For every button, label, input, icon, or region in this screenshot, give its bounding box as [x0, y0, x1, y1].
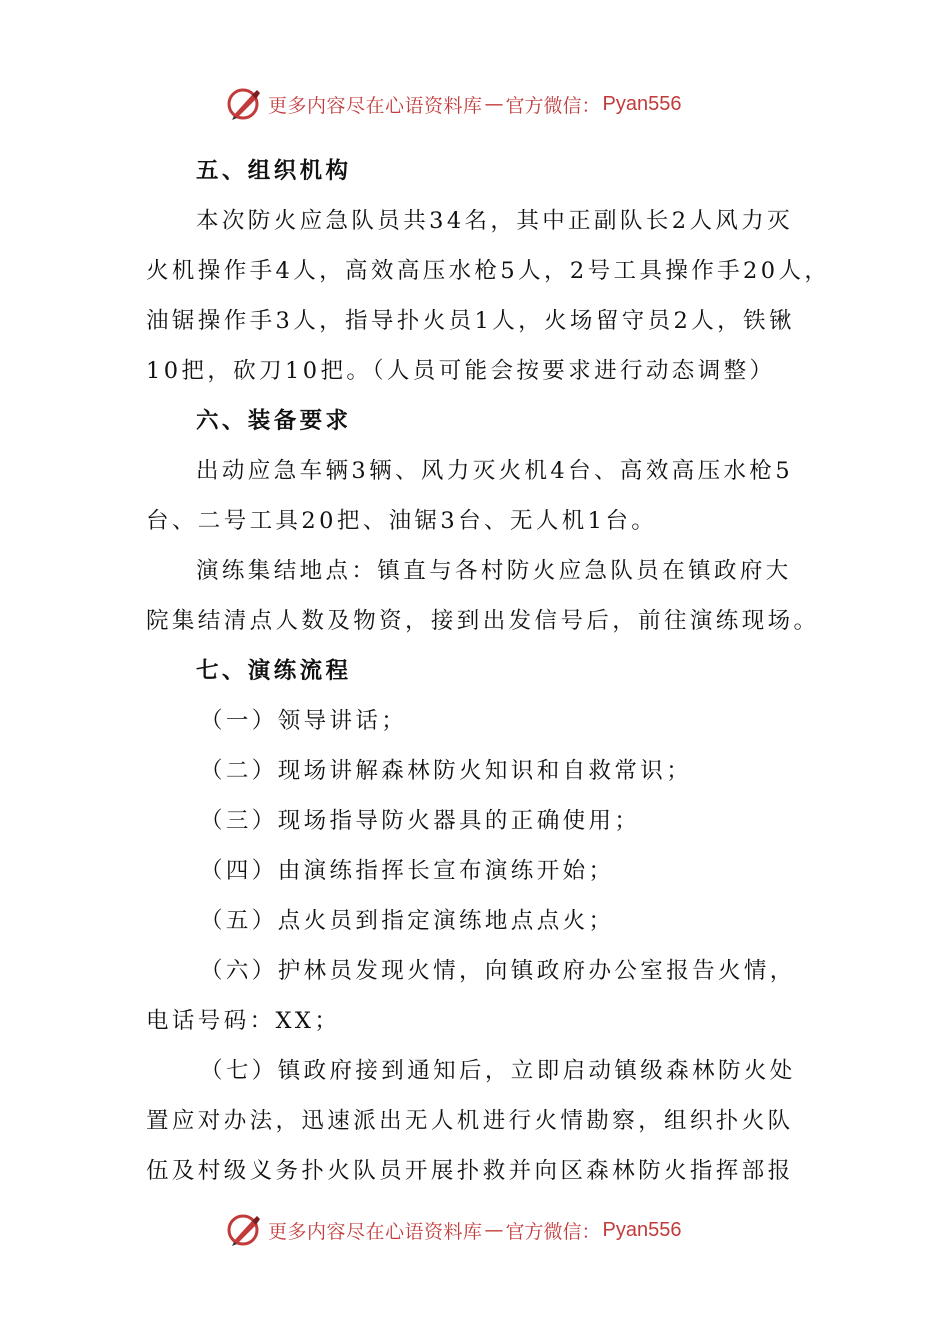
- paragraph-line: 置应对办法，迅速派出无人机进行火情勘察，组织扑火队: [146, 1108, 794, 1134]
- watermark-brand-text: 更多内容尽在心语资料库: [268, 94, 483, 117]
- watermark-separator: —: [484, 1219, 504, 1241]
- list-item: （五）点火员到指定演练地点点火；: [200, 908, 615, 934]
- section-heading-procedure: 七、演练流程: [196, 658, 352, 684]
- watermark-separator: —: [484, 93, 504, 115]
- watermark-label: 官方微信：: [505, 94, 601, 117]
- paragraph-line: 电话号码：XX；: [146, 1008, 341, 1034]
- paragraph-line: 本次防火应急队员共34名，其中正副队长2人风力灭: [196, 208, 794, 234]
- paragraph-line: 油锯操作手3人，指导扑火员1人，火场留守员2人，铁锹: [146, 308, 795, 334]
- list-item: （六）护林员发现火情，向镇政府办公室报告火情，: [200, 958, 796, 984]
- watermark-footer: [226, 1210, 682, 1250]
- list-item: （四）由演练指挥长宣布演练开始；: [200, 858, 615, 884]
- list-item: （二）现场讲解森林防火知识和自救常识；: [200, 758, 693, 784]
- list-item: （一）领导讲话；: [200, 708, 408, 734]
- paragraph-line: 院集结清点人数及物资，接到出发信号后，前往演练现场。: [146, 608, 820, 634]
- section-heading-equipment: 六、装备要求: [196, 408, 352, 434]
- pen-logo-icon: [226, 86, 262, 122]
- document-body: [146, 146, 831, 1196]
- list-item: （三）现场指导防火器具的正确使用；: [200, 808, 641, 834]
- paragraph-line: 10把，砍刀10把。（人员可能会按要求进行动态调整）: [146, 358, 776, 384]
- watermark-label: 官方微信：: [505, 1220, 601, 1243]
- pen-logo-icon: [226, 1212, 262, 1248]
- watermark-header: [226, 84, 682, 124]
- watermark-wechat-id: Pyan556: [602, 92, 682, 115]
- list-item: （七）镇政府接到通知后，立即启动镇级森林防火处: [200, 1058, 796, 1084]
- paragraph-line: 演练集结地点：镇直与各村防火应急队员在镇政府大: [196, 558, 792, 584]
- paragraph-line: 火机操作手4人，高效高压水枪5人，2号工具操作手20人，: [146, 258, 831, 284]
- watermark-wechat-id: Pyan556: [602, 1218, 682, 1241]
- section-heading-organization: 五、组织机构: [196, 158, 352, 184]
- paragraph-line: 出动应急车辆3辆、风力灭火机4台、高效高压水枪5: [196, 458, 794, 484]
- paragraph-line: 台、二号工具20把、油锯3台、无人机1台。: [146, 508, 658, 534]
- watermark-brand-text: 更多内容尽在心语资料库: [268, 1220, 483, 1243]
- paragraph-line: 伍及村级义务扑火队员开展扑救并向区森林防火指挥部报: [146, 1158, 794, 1184]
